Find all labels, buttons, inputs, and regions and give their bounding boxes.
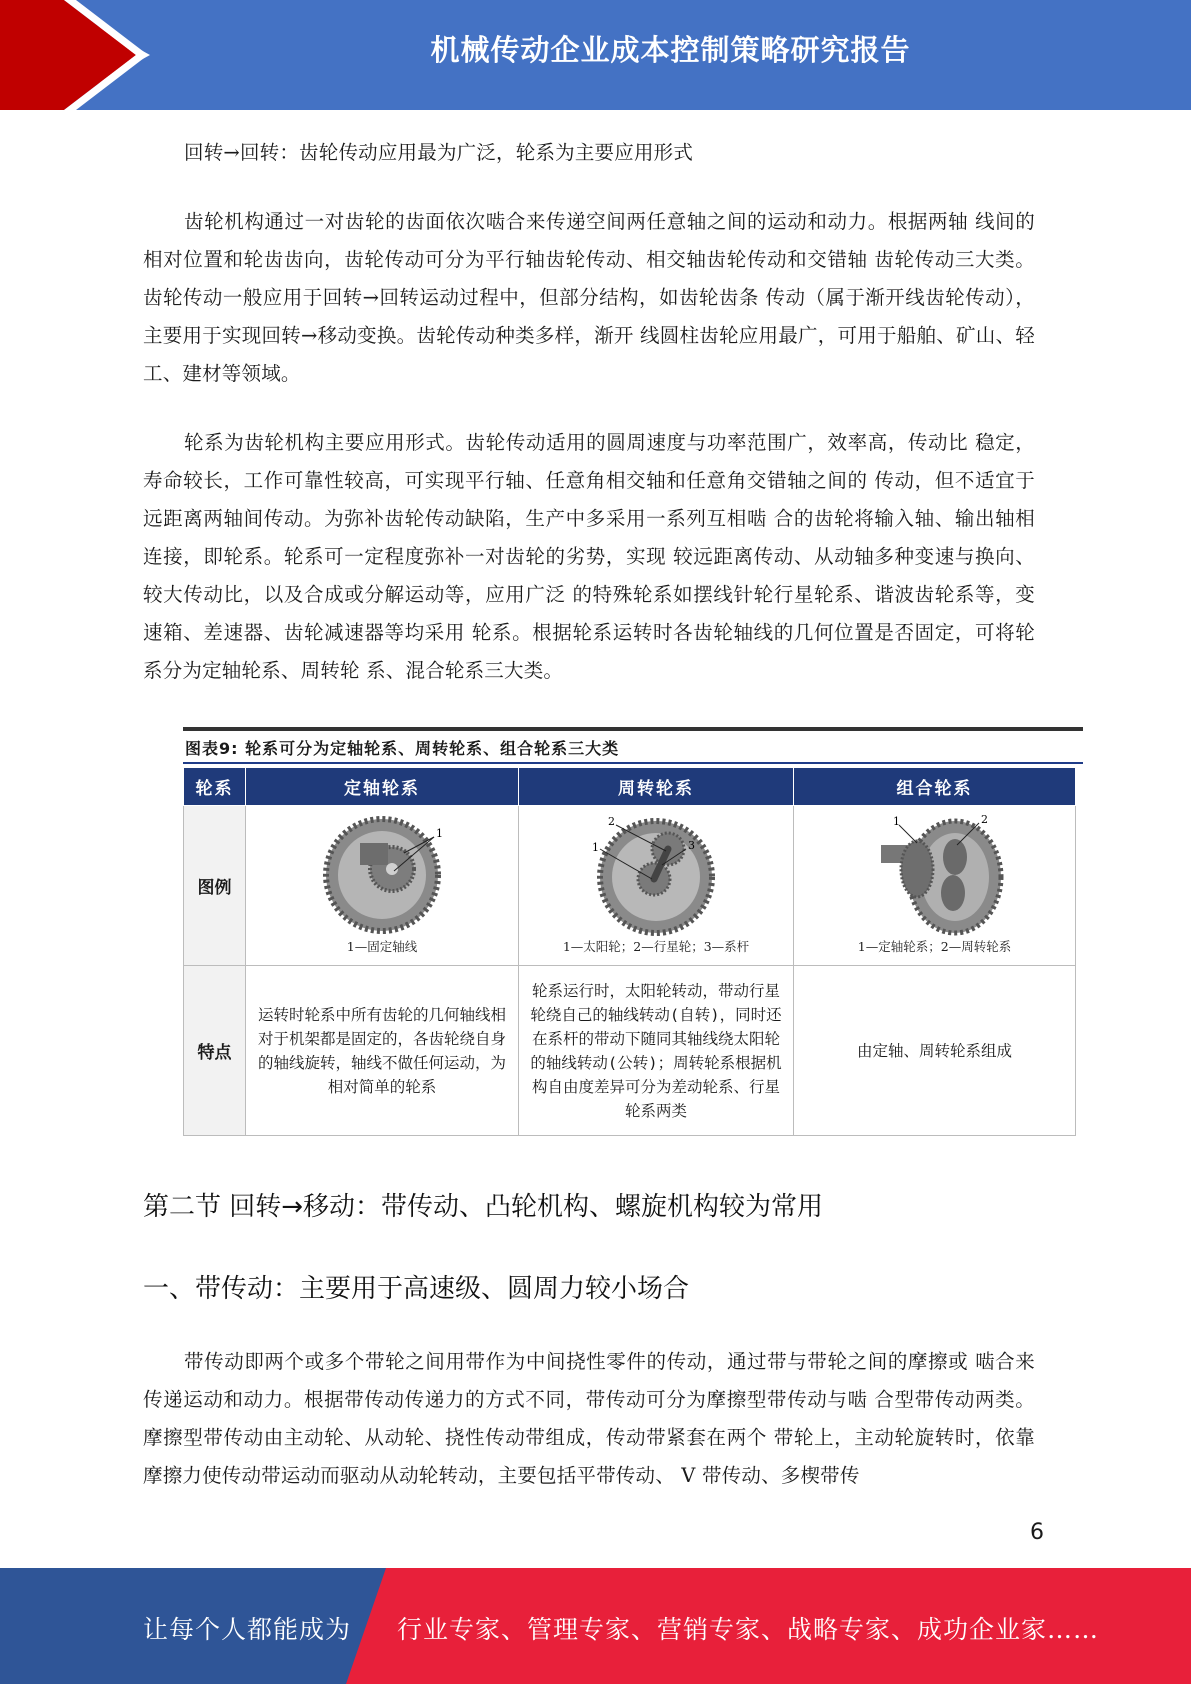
callout-3: 3	[688, 838, 695, 852]
row-label-features: 特点	[184, 966, 246, 1136]
header-planetary: 周转轮系	[519, 768, 794, 806]
feature-fixed-axis: 运转时轮系中所有齿轮的几何轴线相对于机架都是固定的，各齿轮绕自身的轴线旋转，轴线不做任何运动，为相对简单的轮系	[246, 966, 519, 1136]
combined-gear-icon	[837, 813, 1033, 937]
callout-2: 2	[608, 814, 615, 828]
planetary-gear-icon	[558, 813, 754, 937]
chevron-arrow-icon	[0, 0, 160, 110]
paragraph-gear-mechanism: 齿轮机构通过一对齿轮的齿面依次啮合来传递空间两任意轴之间的运动和动力。根据两轴 线间的相对位置和轮齿齿向，齿轮传动可分为平行轴齿轮传动、相交轴齿轮传动和交错轴 齿轮传动三大类。齿轮传动一般应用于回转→回转运动过程中，但部分结构，如齿轮齿条 传动（属于渐开线齿轮传动），主要用于实现回转→移动变换。齿轮传动种类多样，渐开 线圆柱齿轮应用最广，可用于船舶、矿山、轻工、建材等领域。	[143, 210, 1035, 385]
table-row-illustration	[184, 806, 1076, 966]
report-title: 机械传动企业成本控制策略研究报告	[430, 33, 911, 67]
caption-combined: 1—定轴轮系；2—周转轮系	[857, 938, 1012, 954]
table-row-features	[184, 966, 1076, 1136]
page-header	[0, 0, 1191, 110]
cell-combined-image	[794, 806, 1076, 966]
table-header-row	[184, 768, 1076, 806]
gear-train-table	[183, 767, 1076, 1136]
planetary-gear-image	[558, 813, 754, 959]
header-gear-train: 轮系	[184, 768, 246, 806]
footer-slogan-left: 让每个人都能成为	[143, 1615, 352, 1644]
fixed-axis-gear-icon	[284, 813, 480, 937]
paragraph-gear-train: 轮系为齿轮机构主要应用形式。齿轮传动适用的圆周速度与功率范围广，效率高，传动比 稳定，寿命较长，工作可靠性较高，可实现平行轴、任意角相交轴和任意角交错轴之间的 传动，但不适宜于远距离两轴间传动。为弥补齿轮传动缺陷，生产中多采用一系列互相啮 合的齿轮将输入轴、输出轴相连接，即轮系。轮系可一定程度弥补一对齿轮的劣势，实现 较远距离传动、从动轴多种变速与换向、较大传动比，以及合成或分解运动等，应用广泛 的特殊轮系如摆线针轮行星轮系、谐波齿轮系等，变速箱、差速器、齿轮减速器等均采用 轮系。根据轮系运转时各齿轮轴线的几何位置是否固定，可将轮系分为定轴轮系、周转轮 系、混合轮系三大类。	[143, 431, 1035, 682]
cell-planetary-image	[519, 806, 794, 966]
caption-fixed-axis: 1—固定轴线	[346, 938, 418, 954]
page-number: 6	[1030, 1520, 1044, 1545]
cell-fixed-axis-image	[246, 806, 519, 966]
combined-gear-image	[837, 813, 1033, 959]
paragraph-belt-drive: 带传动即两个或多个带轮之间用带作为中间挠性零件的传动，通过带与带轮之间的摩擦或 啮合来传递运动和动力。根据带传动传递力的方式不同，带传动可分为摩擦型带传动与啮 合型带传动两类。摩擦型带传动由主动轮、从动轮、挠性传动带组成，传动带紧套在两个 带轮上，主动轮旋转时，依靠摩擦力使传动带运动而驱动从动轮转动，主要包括平带传动、 V 带传动、多楔带传	[143, 1350, 1035, 1487]
row-label-illustration: 图例	[184, 806, 246, 966]
callout-1: 1	[436, 826, 443, 840]
belt-drive-heading: 一、带传动：主要用于高速级、圆周力较小场合	[143, 1274, 690, 1304]
fixed-axis-gear-image	[284, 813, 480, 959]
subheading-gear: 回转→回转：齿轮传动应用最为广泛，轮系为主要应用形式	[184, 141, 694, 164]
footer-slogan-right: 行业专家、管理专家、营销专家、战略专家、成功企业家……	[397, 1615, 1100, 1644]
figure-title: 图表9: 轮系可分为定轴轮系、周转轮系、组合轮系三大类	[183, 731, 1083, 764]
callout-2: 2	[980, 812, 988, 826]
feature-planetary: 轮系运行时，太阳轮转动，带动行星轮绕自己的轴线转动(自转)，同时还在系杆的带动下随同其轴线绕太阳轮的轴线转动(公转)；周转轮系根据机构自由度差异可分为差动轮系、行星轮系两类	[519, 966, 794, 1136]
feature-combined: 由定轴、周转轮系组成	[794, 966, 1076, 1136]
figure-gear-train-types	[183, 727, 1083, 1136]
callout-1: 1	[592, 840, 599, 854]
header-combined: 组合轮系	[794, 768, 1076, 806]
section2-heading: 第二节 回转→移动：带传动、凸轮机构、螺旋机构较为常用	[143, 1192, 824, 1222]
header-fixed-axis: 定轴轮系	[246, 768, 519, 806]
caption-planetary: 1—太阳轮；2—行星轮；3—系杆	[562, 938, 750, 954]
callout-1: 1	[892, 814, 900, 828]
page-footer	[0, 1568, 1191, 1684]
